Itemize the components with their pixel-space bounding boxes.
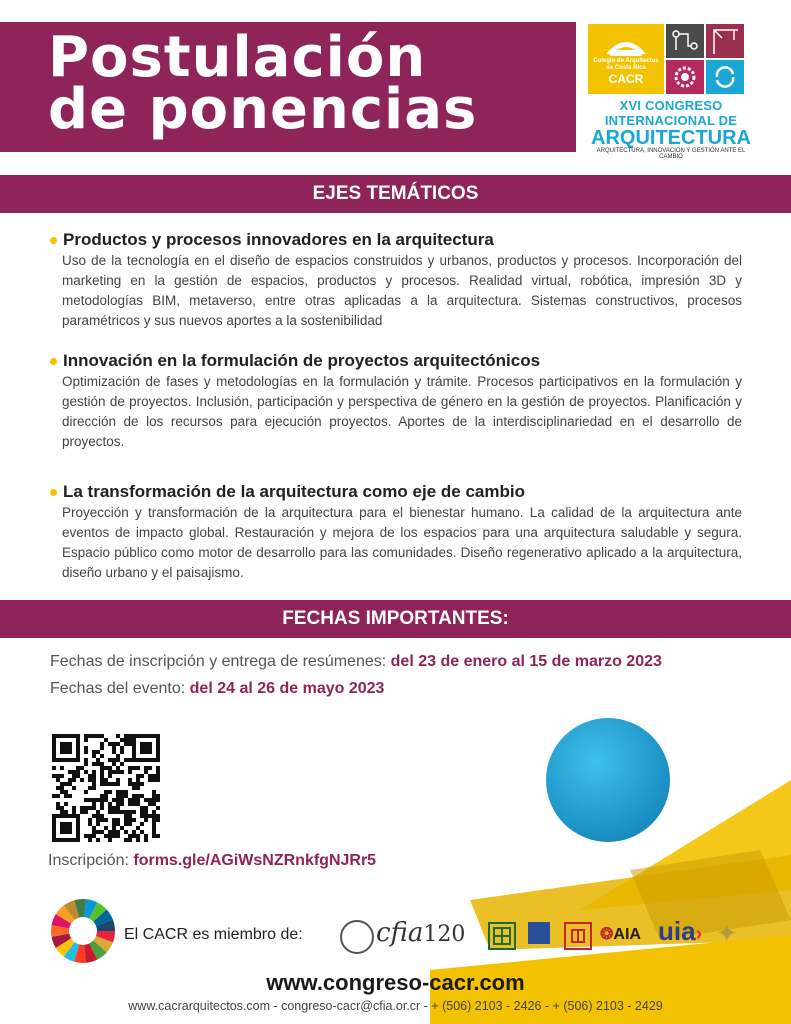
- cfia-logo-number: 120: [423, 922, 466, 947]
- page-title: [48, 25, 478, 142]
- aia-logo-text: AIA: [613, 926, 641, 943]
- uia-logo-text: uia: [658, 916, 696, 946]
- eje-3-title: [50, 482, 525, 502]
- inscripcion-dates-value: del 23 de enero al 15 de marzo 2023: [390, 653, 662, 670]
- blue-sphere-decor: [546, 718, 670, 842]
- uia-chevron-icon: ›: [695, 923, 703, 945]
- inscripcion-label: Inscripción:: [48, 852, 129, 869]
- uia-logo: [658, 916, 702, 947]
- sdg-wheel-icon: [50, 898, 116, 964]
- evento-dates-label: Fechas del evento:: [50, 680, 186, 697]
- inscripcion-dates-label: Fechas de inscripción y entrega de resúmenes:: [50, 653, 387, 670]
- congress-line-1: XVI CONGRESO INTERNACIONAL DE: [604, 98, 738, 128]
- congress-line-2: ARQUITECTURA: [591, 127, 751, 149]
- bullet-icon: [50, 489, 57, 496]
- org-logo-line-3: CACR: [608, 72, 644, 86]
- circuit-icon: [666, 24, 704, 58]
- bullet-icon: [50, 358, 57, 365]
- inscripcion-link-row: [48, 852, 376, 870]
- ejes-heading: EJES TEMÁTICOS: [0, 175, 791, 213]
- qr-code-icon: [52, 734, 160, 842]
- member-logo-blue: [528, 922, 550, 944]
- congress-logo: [588, 24, 744, 94]
- cfia-logo: [376, 918, 465, 948]
- org-logo-line-1: Colegio de Arquitectos: [593, 58, 659, 64]
- membership-label: El CACR es miembro de:: [124, 926, 303, 943]
- member-logo-red: [564, 922, 592, 950]
- eje-1-title-text: Productos y procesos innovadores en la arquitectura: [63, 230, 494, 249]
- org-logo-line-2: de Costa Rica: [606, 65, 646, 71]
- americas-map-icon: ✦: [716, 918, 738, 948]
- congress-title: [586, 98, 756, 160]
- cacr-logo: [588, 24, 664, 94]
- inscripcion-dates: [50, 653, 662, 671]
- contact-line: www.cacrarquitectos.com - congreso-cacr@cfia.or.cr - + (506) 2103 - 2426 - + (506) 2103 - 2429: [128, 999, 663, 1013]
- qr-code[interactable]: [52, 734, 160, 842]
- cycle-icon: [706, 60, 744, 94]
- eje-2-body: Optimización de fases y metodologías en la formulación y trámite. Procesos participativos en la formulación y gestión de proyectos. Inclusión, participación y perspectiva de género en la gestión de proyectos. Planificación y dirección de los recursos para ejecución proyectos. Aportes de la interdisciplinariedad en el desarrollo de proyectos.: [62, 374, 742, 449]
- gear-icon: [666, 60, 704, 94]
- congress-line-3: ARQUITECTURA, INNOVACIÓN Y GESTIÓN ANTE EL CAMBIO: [596, 148, 746, 160]
- eje-2-title: [50, 351, 540, 371]
- inscripcion-link[interactable]: forms.gle/AGiWsNZRnkfgNJRr5: [133, 852, 377, 869]
- bullet-icon: [50, 237, 57, 244]
- member-logo-green: [488, 922, 516, 950]
- aia-icon: ❂: [600, 926, 614, 943]
- fechas-heading: FECHAS IMPORTANTES:: [0, 600, 791, 638]
- eje-1-body: Uso de la tecnología en el diseño de espacios construidos y urbanos, productos y procesos. Incorporación del marketing en la gestión de espacios, productos y procesos. Realidad virtual, robótica, impresión 3D y metodologías BIM, metaverso, entre otras aplicadas a la arquitectura. Sistemas constructivos, procesos paramétricos y sus nuevos aportes a la sostenibilidad: [62, 253, 742, 328]
- crane-icon: [706, 24, 744, 58]
- eje-1-title: [50, 230, 494, 250]
- evento-dates-value: del 24 al 26 de mayo 2023: [189, 680, 385, 697]
- seal-logo: [340, 920, 374, 954]
- eje-3-title-text: La transformación de la arquitectura como eje de cambio: [63, 482, 525, 501]
- website-link[interactable]: www.congreso-cacr.com: [266, 970, 525, 995]
- evento-dates: [50, 680, 384, 698]
- eje-3-body: Proyección y transformación de la arquitectura para el bienestar humano. La calidad de la arquitectura ante eventos de impacto global. Restauración y mejora de los espacios para una arquitectura saludable y segura. Espacio público como motor de desarrollo para las comunidades. Diseño regenerativo aplicado a la arquitectura, diseño urbano y el paisajismo.: [62, 505, 742, 580]
- eje-2-title-text: Innovación en la formulación de proyectos arquitectónicos: [63, 351, 541, 370]
- title-line-1: Postulación: [48, 25, 427, 90]
- title-line-2: de ponencias: [48, 77, 478, 142]
- cfia-logo-text: cfia: [376, 918, 424, 948]
- aia-logo: [600, 924, 641, 944]
